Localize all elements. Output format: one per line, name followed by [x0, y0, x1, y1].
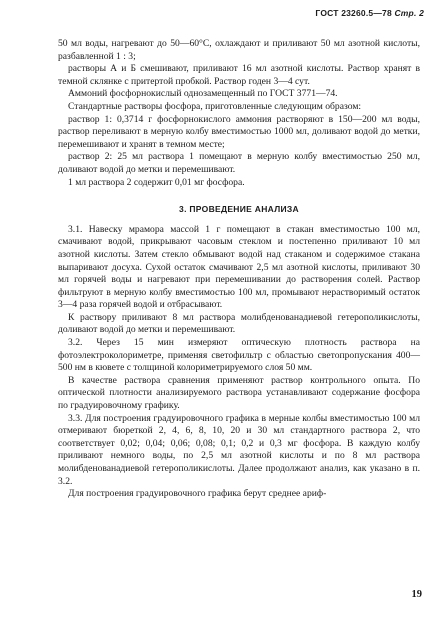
paragraph: раствор 2: 25 мл раствора 1 помещают в мерную колбу вместимостью 250 мл, доливают водой до метки и перемешивают.: [58, 151, 420, 175]
paragraph: Аммоний фосфорнокислый однозамещенный по ГОСТ 3771—74.: [68, 88, 338, 100]
page-number: 19: [411, 589, 422, 600]
document-body: [58, 38, 420, 501]
paragraph: 3.3. Для построения градуировочного графика в мерные колбы вместимостью 100 мл отмеривают бюреткой 2, 4, 6, 8, 10, 20 и 30 мл стандартного раствора 2, что соответствует 0,02; 0,04; 0,06; 0,08; 0,1; 0,2 и 0,3 мг фосфора. В каждую колбу приливают немного воды, по 2,5 мл азотной кислоты и по 8 мл раствора молибденованадиевой гетерополикислоты. Далее продолжают анализ, как указано в п. 3.2.: [58, 412, 420, 487]
paragraph: 50 мл воды, нагревают до 50—60°С, охлаждают и приливают 50 мл азотной кислоты, разбавленной 1 : 3;: [58, 38, 420, 62]
paragraph: Для построения градуировочного графика берут среднее ариф-: [68, 488, 327, 500]
paragraph: К раствору приливают 8 мл раствора молибденованадиевой гетерополикислоты, доливают водой до метки и перемешивают.: [58, 311, 420, 336]
page-label: Стр. 2: [394, 8, 424, 18]
section-title: 3. ПРОВЕДЕНИЕ АНАЛИЗА: [179, 204, 299, 215]
paragraph: 1 мл раствора 2 содержит 0,01 мг фосфора.: [68, 176, 245, 188]
paragraph: раствор 1: 0,3714 г фосфорнокислого аммония растворяют в 150—200 мл воды, раствор переливают в мерную колбу вместимостью 1000 мл, доливают водой до метки, перемешивают и хранят в темном месте;: [58, 113, 420, 150]
paragraph: В качестве раствора сравнения применяют раствор контрольного опыта. По оптической плотности анализируемого раствора устанавливают содержание фосфора по градуировочному графику.: [58, 374, 420, 412]
paragraph: 3.2. Через 15 мин измеряют оптическую плотность раствора на фотоэлектроколориметре, применяя светофильтр с областью светопропускания 400—500 нм в кювете с толщиной колориметрируемого слоя 50 мм.: [58, 337, 420, 374]
page-header: [315, 8, 424, 18]
paragraph: растворы А и Б смешивают, приливают 16 мл азотной кислоты. Раствор хранят в темной склянке с притертой пробкой. Раствор годен 3—4 сут.: [58, 63, 420, 87]
standard-number: ГОСТ 23260.5—78: [315, 8, 392, 18]
paragraph: 3.1. Навеску мрамора массой 1 г помещают в стакан вместимостью 100 мл, смачивают водой, прикрывают часовым стеклом и постепенно приливают 10 мл азотной кислоты. Затем стекло обмывают водой над стаканом и содержимое стакана выпаривают досуха. Сухой остаток смачивают 2,5 мл азотной кислоты, приливают 30 мл горячей воды и нагревают при перемешивании до растворения солей. Раствор фильтруют в мерную колбу вместимостью 100 мл, промывают нерастворимый остаток 3—4 раза горячей водой и отбрасывают.: [58, 223, 420, 311]
paragraph: Стандартные растворы фосфора, приготовленные следующим образом:: [68, 100, 362, 112]
